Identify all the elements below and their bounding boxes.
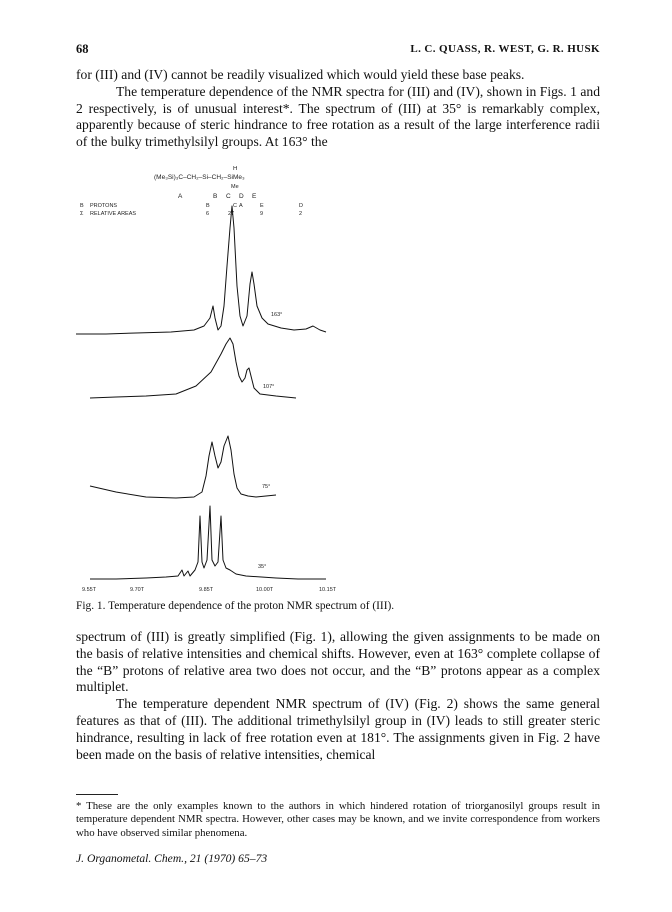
- body-text-mid: [76, 629, 600, 763]
- spectrum-trace-75: [90, 436, 276, 498]
- row-marker-areas: Σ: [80, 211, 84, 217]
- area-d: 2: [299, 211, 303, 217]
- running-head-authors: L. C. QUASS, R. WEST, G. R. HUSK: [410, 43, 600, 55]
- proton-e: E: [260, 203, 264, 209]
- proton-d: D: [299, 203, 303, 209]
- group-letter-e: E: [252, 193, 257, 200]
- temp-label-107: 107°: [263, 384, 275, 390]
- axis-tick-label: 10.15T: [319, 587, 337, 593]
- axis-tick-label: 10.00T: [256, 587, 274, 593]
- body-text-top: [76, 67, 600, 151]
- area-label: RELATIVE AREAS: [90, 211, 137, 217]
- axis-tick-label: 9.85T: [199, 587, 214, 593]
- paragraph: The temperature dependent NMR spectrum of (IV) (Fig. 2) shows the same general features as that of (III). The additional trimethylsilyl group in (IV) leads to still greater steric hindrance, resulting in lack of free rotation even at 181°. The assignments given in Fig. 2 have been made on the basis of relative intensities, chemical: [76, 696, 600, 762]
- formula-me: Me: [231, 184, 239, 190]
- footnote-divider: [76, 794, 118, 795]
- proton-a: A: [239, 203, 243, 209]
- figure-1: [76, 166, 600, 609]
- spectrum-trace-163: [76, 206, 326, 334]
- area-e: 9: [260, 211, 264, 217]
- formula-h: H: [233, 166, 238, 172]
- journal-reference: J. Organometal. Chem., 21 (1970) 65–73: [76, 852, 268, 865]
- row-marker-protons: B: [80, 203, 84, 209]
- formula-line: (Me₃Si)₃C–CH₂–Si–CH₂–SiMe₃: [154, 174, 245, 181]
- group-letter-d: D: [239, 193, 244, 200]
- axis-tick-label: 9.55T: [82, 587, 97, 593]
- area-b: 6: [206, 211, 210, 217]
- temp-label-35: 35°: [258, 564, 267, 570]
- group-letter-a: A: [178, 193, 183, 200]
- proton-b: B: [206, 203, 210, 209]
- paragraph: spectrum of (III) is greatly simplified (Fig. 1), allowing the given assignments to be made on the basis of relative intensities and chemical shifts. However, even at 163° complete collapse of the “B” protons of relative area two does not occur, and the “B” protons appear as a complex multiplet.: [76, 629, 600, 695]
- spectrum-trace-35: [90, 506, 326, 579]
- paragraph: for (III) and (IV) cannot be readily visualized which would yield these base peaks.: [76, 67, 525, 82]
- area-ca: 27: [228, 211, 235, 217]
- temp-label-75: 75°: [262, 484, 271, 490]
- temp-label-163: 163°: [271, 312, 283, 318]
- proton-c: C: [233, 203, 237, 209]
- nmr-spectra-plot: [76, 166, 600, 609]
- page-number: 68: [76, 42, 89, 56]
- group-letter-b: B: [213, 193, 218, 200]
- page-header: [76, 42, 600, 60]
- group-letter-c: C: [226, 193, 231, 200]
- figure-caption: Fig. 1. Temperature dependence of the proton NMR spectrum of (III).: [76, 600, 395, 612]
- paragraph: The temperature dependence of the NMR spectra for (III) and (IV), shown in Figs. 1 and 2 respectively, is of unusual interest*. The spectrum of (III) at 35° is remarkably complex, apparently because of steric hindrance to free rotation as a result of the large interference radii of the bulky trimethylsilyl groups. At 163° the: [76, 83, 600, 150]
- protons-label: PROTONS: [90, 203, 118, 209]
- axis-tick-label: 9.70T: [130, 587, 145, 593]
- footnote: * These are the only examples known to the authors in which hindered rotation of triorganosilyl groups result in temperature dependent NMR spectra. However, other cases may be known, and we invite correspondence from workers who have observed similar phenomena.: [76, 800, 600, 839]
